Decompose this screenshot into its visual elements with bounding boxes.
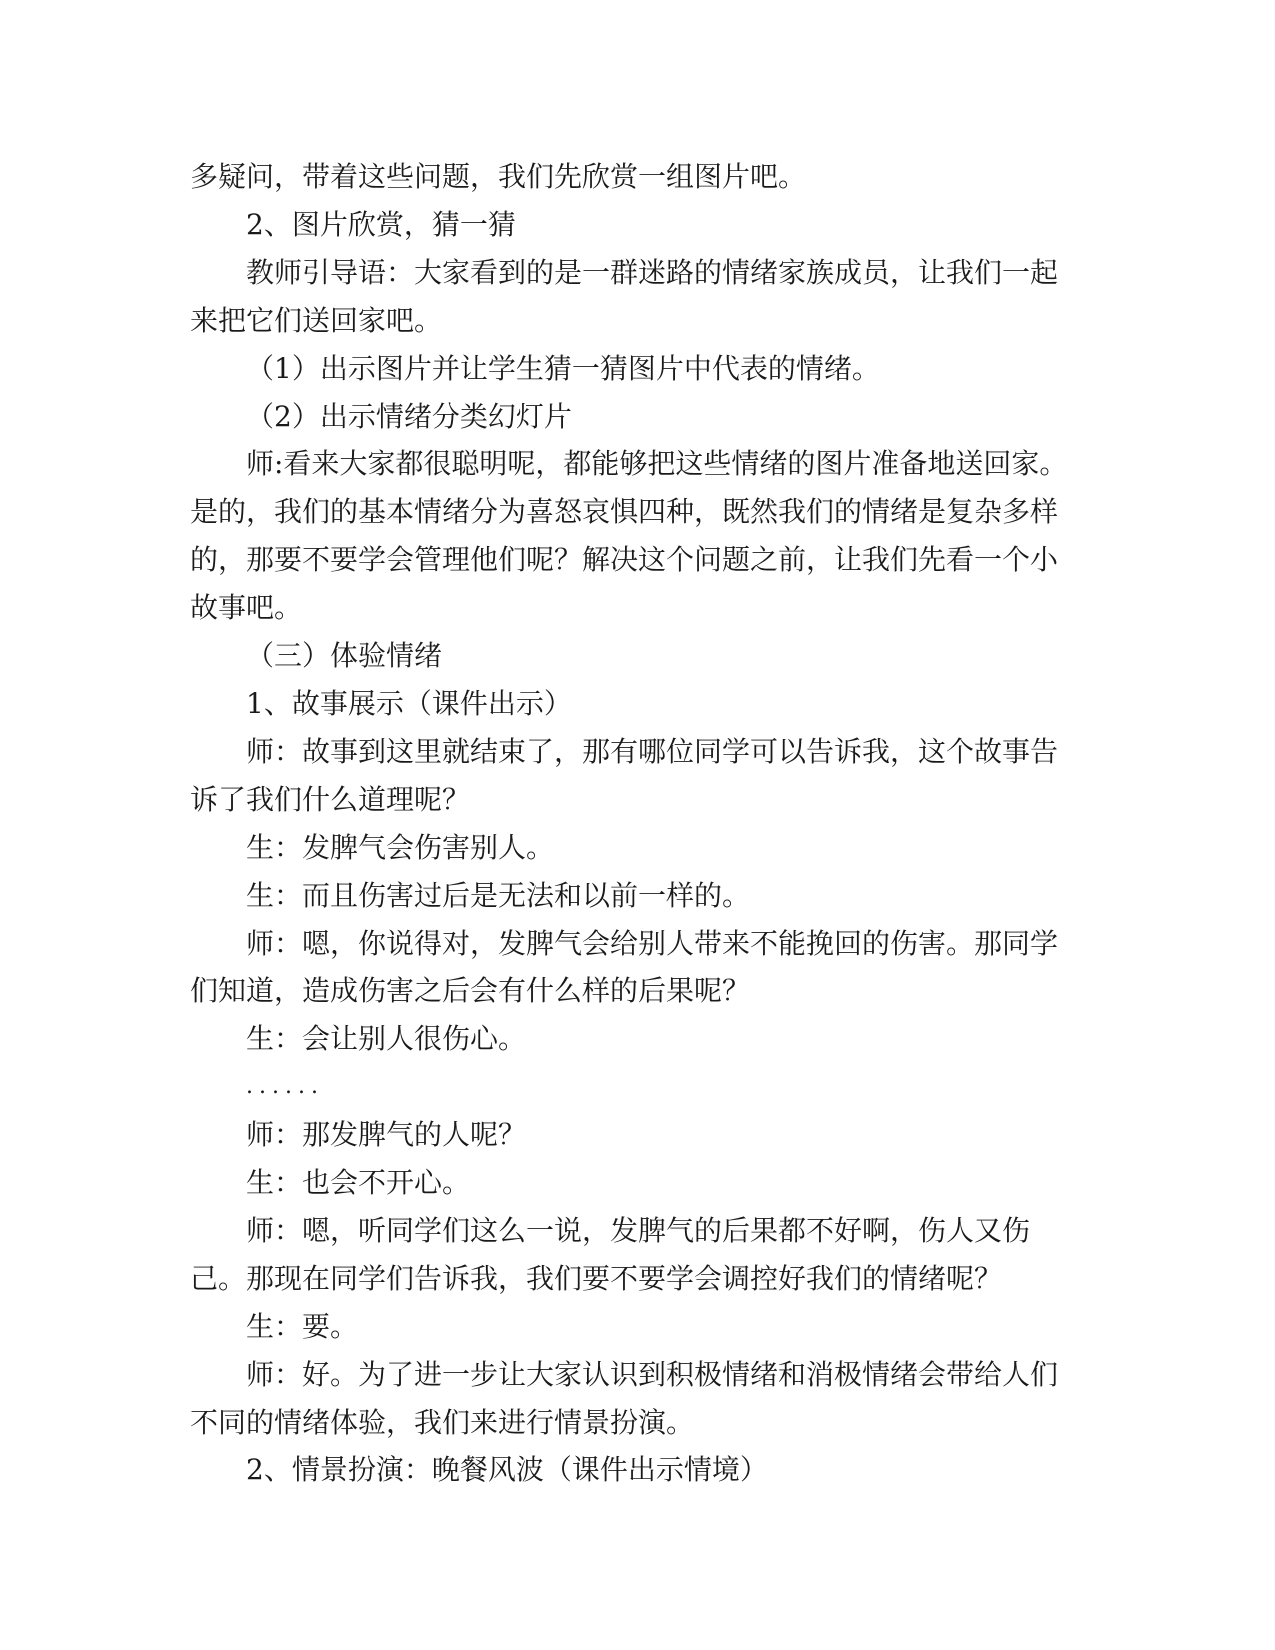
paragraph: 教师引导语：大家看到的是一群迷路的情绪家族成员，让我们一起来把它们送回家吧。 bbox=[190, 255, 1059, 337]
section-heading: 2、图片欣赏，猜一猜 bbox=[246, 207, 516, 241]
list-item: （1）出示图片并让学生猜一猜图片中代表的情绪。 bbox=[246, 351, 880, 385]
dialogue-line: 生：会让别人很伤心。 bbox=[246, 1022, 527, 1056]
dialogue-line: 师：好。为了进一步让大家认识到积极情绪和消极情绪会带给人们不同的情绪体验，我们来进行情景扮演。 bbox=[190, 1357, 1059, 1439]
section-heading: 2、情景扮演：晚餐风波（课件出示情境） bbox=[246, 1453, 768, 1487]
dialogue-line: 师：故事到这里就结束了，那有哪位同学可以告诉我，这个故事告诉了我们什么道理呢？ bbox=[190, 734, 1059, 816]
document-body bbox=[190, 153, 1070, 1494]
dialogue-line: 生：也会不开心。 bbox=[246, 1166, 471, 1200]
dialogue-line: 师：嗯，你说得对，发脾气会给别人带来不能挽回的伤害。那同学们知道，造成伤害之后会有什么样的后果呢？ bbox=[190, 926, 1059, 1008]
section-heading: 1、故事展示（课件出示） bbox=[246, 686, 572, 720]
ellipsis: ...... bbox=[246, 1074, 324, 1100]
list-item: （2）出示情绪分类幻灯片 bbox=[246, 399, 572, 433]
section-heading: （三）体验情绪 bbox=[246, 639, 443, 673]
dialogue-line: 师：嗯，听同学们这么一说，发脾气的后果都不好啊，伤人又伤己。那现在同学们告诉我，我们要不要学会调控好我们的情绪呢？ bbox=[190, 1213, 1031, 1295]
paragraph: 多疑问，带着这些问题，我们先欣赏一组图片吧。 bbox=[190, 160, 807, 193]
dialogue-line: 生：而且伤害过后是无法和以前一样的。 bbox=[246, 878, 751, 912]
dialogue-line: 生：发脾气会伤害别人。 bbox=[246, 830, 555, 864]
paragraph: 师:看来大家都很聪明呢，都能够把这些情绪的图片准备地送回家。是的，我们的基本情绪分为喜怒哀惧四种，既然我们的情绪是复杂多样的，那要不要学会管理他们呢？解决这个问题之前，让我们先看一个小故事吧。 bbox=[190, 447, 1068, 625]
dialogue-line: 生：要。 bbox=[246, 1309, 359, 1343]
dialogue-line: 师：那发脾气的人呢？ bbox=[246, 1118, 527, 1152]
